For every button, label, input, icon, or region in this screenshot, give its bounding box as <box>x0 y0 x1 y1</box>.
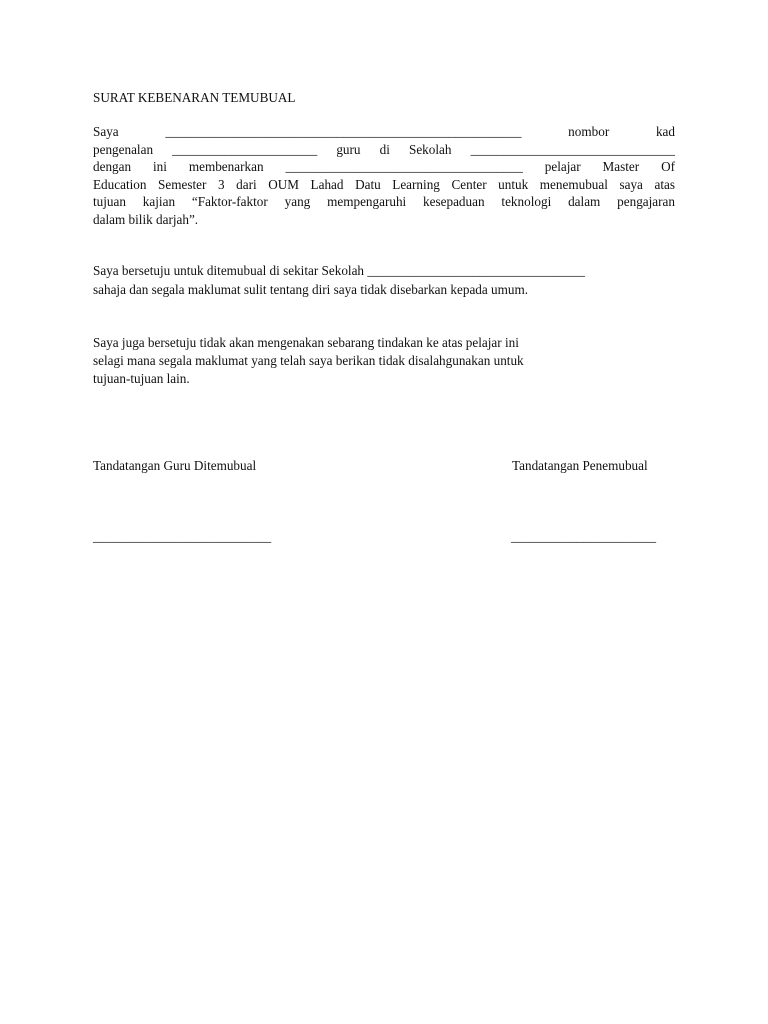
para3-line3: tujuan-tujuan lain. <box>93 371 190 386</box>
para2-line1: Saya bersetuju untuk ditemubual di sekitar Sekolah _________________________________ <box>93 263 585 278</box>
para3-line1: Saya juga bersetuju tidak akan mengenakan sebarang tindakan ke atas pelajar ini <box>93 335 519 350</box>
para2-line2: sahaja dan segala maklumat sulit tentang diri saya tidak disebarkan kepada umum. <box>93 282 529 297</box>
para1-line6: dalam bilik darjah”. <box>93 211 199 227</box>
para1-line5: tujuan kajian “Faktor-faktor yang mempengaruhi kesepaduan teknologi dalam pengajaran <box>93 194 675 209</box>
document-title: SURAT KEBENARAN TEMUBUAL <box>93 90 296 105</box>
para1-line2: pengenalan ______________________ guru di Sekolah _______________________________ <box>93 141 675 157</box>
signature-label-teacher: Tandatangan Guru Ditemubual <box>93 458 257 473</box>
para1-line3: dengan ini membenarkan ____________________________________ pelajar Master Of <box>93 159 675 174</box>
signature-line-teacher: ___________________________ <box>93 529 272 544</box>
signature-label-interviewer: Tandatangan Penemubual <box>512 458 648 473</box>
para1-line4: Education Semester 3 dari OUM Lahad Datu Learning Center untuk menemubual saya atas <box>93 176 675 192</box>
para1-line1: Saya ______________________________________________________ nombor kad <box>93 124 675 139</box>
signature-line-interviewer: ______________________ <box>511 529 657 544</box>
para3-line2: selagi mana segala maklumat yang telah saya berikan tidak disalahgunakan untuk <box>93 353 524 368</box>
